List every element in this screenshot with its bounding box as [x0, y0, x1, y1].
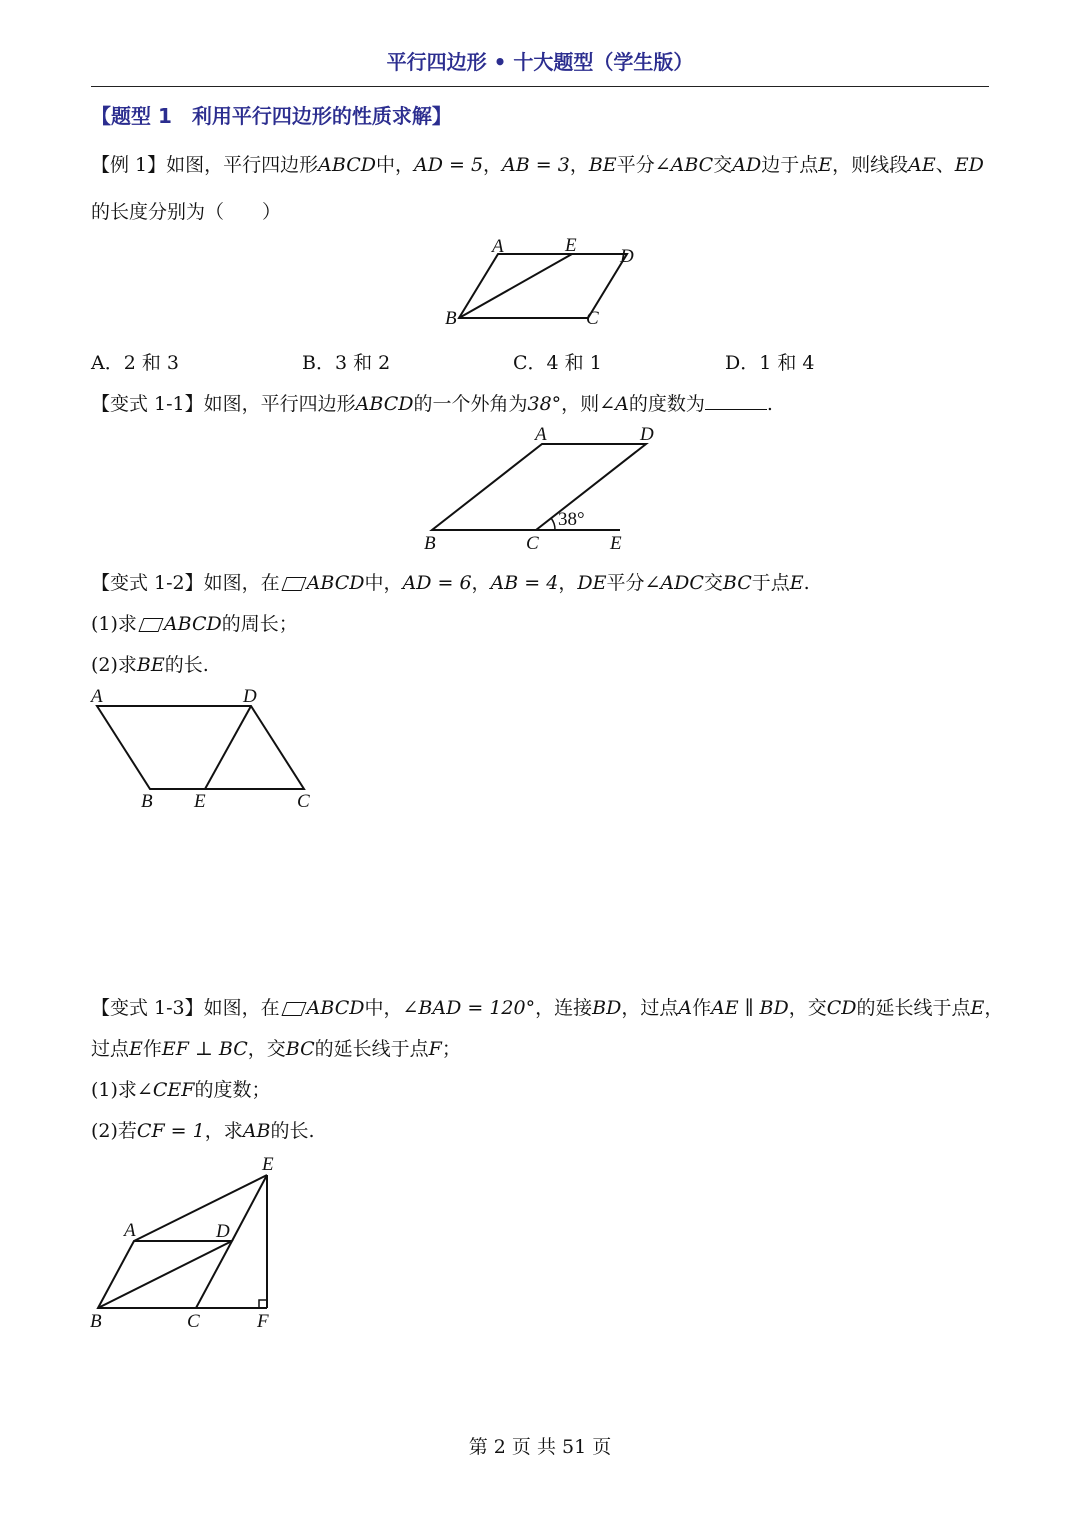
label-a: A [91, 686, 103, 707]
math: 38° [527, 393, 562, 415]
text: 的延长线于点 [856, 997, 971, 1019]
label-e: E [194, 791, 206, 812]
text: (1)求 [91, 1079, 137, 1101]
parallelogram-abcd [97, 706, 304, 789]
parallelogram-symbol [138, 618, 163, 632]
variant12-line1 [91, 568, 810, 595]
text: ，过点 [621, 997, 679, 1019]
math: ABCD [355, 393, 414, 415]
text: ， [471, 572, 491, 594]
math: ABCD [163, 613, 222, 635]
option-a: A．2 和 3 [91, 352, 179, 374]
parallelogram-abcd [459, 254, 627, 318]
text: 如图，在 [203, 997, 280, 1019]
math: AE [908, 154, 936, 176]
text: 作 [692, 997, 712, 1019]
text: 的度数为 [628, 393, 705, 415]
math: ABCD [306, 572, 365, 594]
angle-label: 38° [558, 509, 585, 530]
answer-blank [705, 391, 767, 410]
text: ， [984, 997, 1004, 1019]
text: 中， [375, 154, 414, 176]
math: F [428, 1038, 442, 1060]
math: EF ⊥ BC [161, 1038, 248, 1060]
text: ， [558, 572, 578, 594]
math: CD [826, 997, 857, 1019]
label-b: B [424, 533, 436, 554]
math: ∠ADC [644, 572, 704, 594]
header-divider [91, 86, 989, 87]
text: ， [483, 154, 503, 176]
variant11-line1 [91, 389, 773, 416]
text: 边于点 [761, 154, 819, 176]
text: 的长. [164, 654, 209, 676]
text: 交 [713, 154, 733, 176]
label-a: A [492, 236, 504, 257]
text: . [766, 393, 773, 415]
option-d: D．1 和 4 [725, 352, 815, 374]
text: 于点 [751, 572, 790, 594]
variant12-tag: 【变式 1-2】 [91, 572, 204, 594]
option-c: C．4 和 1 [513, 352, 602, 374]
text: 如图，平行四边形 [203, 393, 356, 415]
option-b: B．3 和 2 [302, 352, 391, 374]
text: ， [569, 154, 589, 176]
variant12-q2 [91, 650, 209, 677]
parallelogram-abcd [432, 444, 646, 530]
example1-line2: 的长度分别为（ ） [91, 201, 282, 223]
math: ∠CEF [136, 1079, 195, 1101]
variant12-figure [85, 682, 325, 817]
variant12-q1 [91, 609, 298, 636]
label-c: C [526, 533, 539, 554]
math: BE [588, 154, 617, 176]
text: 平分 [616, 154, 655, 176]
text: 、 [935, 154, 955, 176]
text: ，连接 [535, 997, 593, 1019]
text: 过点 [91, 1038, 130, 1060]
segment-be [459, 254, 572, 318]
angle-arc [551, 518, 555, 530]
text: ，则线段 [832, 154, 909, 176]
segment-ae [134, 1175, 267, 1241]
label-a: A [535, 424, 547, 445]
text: 交 [703, 572, 723, 594]
math: BC [285, 1038, 315, 1060]
variant13-tag: 【变式 1-3】 [91, 997, 204, 1019]
math: ABCD [318, 154, 376, 176]
variant13-q2 [91, 1116, 314, 1143]
example1-tag: 【例 1】 [91, 154, 167, 176]
math: BC [722, 572, 752, 594]
math: ∠ABC [654, 154, 714, 176]
text: 的度数； [194, 1079, 271, 1101]
text: ； [441, 1038, 461, 1060]
text: 如图，平行四边形 [166, 154, 319, 176]
text: ，则 [561, 393, 600, 415]
segment-de [205, 706, 251, 789]
label-c: C [187, 1311, 200, 1332]
text: ，交 [788, 997, 827, 1019]
math: AB [242, 1120, 271, 1142]
math: AB = 4 [490, 572, 559, 594]
math: ∠A [599, 393, 629, 415]
page-footer: 第 2 页 共 51 页 [468, 1436, 612, 1458]
math: AE ∥ BD [711, 997, 789, 1019]
label-d: D [243, 686, 257, 707]
label-e: E [610, 533, 622, 554]
variant13-line1 [91, 993, 1003, 1020]
text: 作 [142, 1038, 162, 1060]
label-c: C [297, 791, 310, 812]
label-b: B [90, 1311, 102, 1332]
text: (1)求 [91, 613, 137, 635]
math: E [789, 572, 804, 594]
variant13-q1 [91, 1075, 270, 1102]
text: 平分 [606, 572, 645, 594]
math: AD [732, 154, 762, 176]
text: 的一个外角为 [413, 393, 528, 415]
math: E [129, 1038, 143, 1060]
math: E [970, 997, 985, 1019]
label-e: E [262, 1154, 274, 1175]
label-d: D [640, 424, 654, 445]
text: ，求 [204, 1120, 243, 1142]
variant13-line2 [91, 1034, 461, 1061]
math: ED [954, 154, 984, 176]
math: ABCD [306, 997, 365, 1019]
label-b: B [445, 308, 457, 329]
text: 中， [364, 572, 403, 594]
text: (2)求 [91, 654, 137, 676]
text: 的周长； [221, 613, 298, 635]
text: 的延长线于点 [314, 1038, 429, 1060]
math: CF = 1 [136, 1120, 205, 1142]
example1-line1 [91, 150, 984, 177]
math: AD = 5 [413, 154, 484, 176]
label-c: C [586, 308, 599, 329]
math: E [818, 154, 833, 176]
label-b: B [141, 791, 153, 812]
page-header-title: 平行四边形 • 十大题型（学生版） [386, 50, 694, 74]
math: BE [136, 654, 165, 676]
math: AB = 3 [502, 154, 570, 176]
label-a: A [124, 1220, 136, 1241]
variant13-figure [85, 1150, 295, 1335]
math: ∠BAD = 120° [402, 997, 536, 1019]
math: A [678, 997, 693, 1019]
extension-de [232, 1175, 267, 1241]
label-d: D [216, 1221, 230, 1242]
parallelogram-symbol [281, 577, 306, 591]
right-angle-mark [259, 1300, 267, 1308]
text: (2)若 [91, 1120, 137, 1142]
label-f: F [257, 1311, 269, 1332]
diagonal-bd [98, 1241, 232, 1308]
variant11-tag: 【变式 1-1】 [91, 393, 204, 415]
math: AD = 6 [402, 572, 472, 594]
parallelogram-symbol [281, 1002, 306, 1016]
label-e: E [565, 235, 577, 256]
math: BD [592, 997, 622, 1019]
section-title: 【题型 1 利用平行四边形的性质求解】 [91, 104, 452, 128]
example1-figure [430, 232, 650, 332]
text: 中， [364, 997, 403, 1019]
text: 的长. [270, 1120, 315, 1142]
text: . [803, 572, 810, 594]
text: 如图，在 [203, 572, 280, 594]
text: ，交 [247, 1038, 286, 1060]
variant11-figure [415, 422, 654, 554]
math: DE [577, 572, 607, 594]
label-d: D [620, 246, 634, 267]
